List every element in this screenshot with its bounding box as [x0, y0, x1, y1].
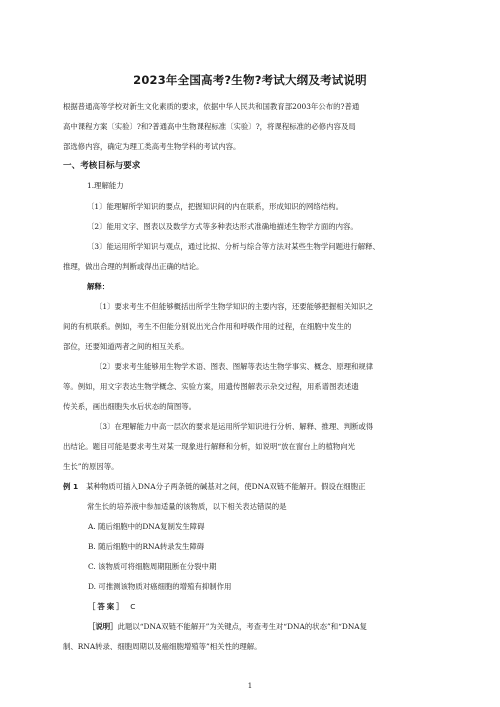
option-b: B. 随后细胞中的RNA转录发生障碍 [88, 542, 205, 551]
explanation-1-line-2: 间的有机联系。例如，考生不但能分别说出光合作用和呼吸作用的过程，在细胞中发生的 [63, 322, 352, 331]
note-label: ［说明］ [88, 622, 118, 631]
page-number: 1 [247, 682, 253, 690]
subheading-understanding: 1.理解能力 [87, 181, 124, 190]
explanation-2-line-3: 传关系，画出细胞失水后状态的简图等。 [63, 402, 197, 411]
answer-value: C [130, 602, 136, 611]
example-stem-line-2: 常生长的培养液中参加适量的该物质，以下相关表达错误的是 [87, 502, 287, 511]
note-line-1 [88, 622, 367, 632]
intro-line-1: 根据普通高等学校对新生文化素质的要求，依据中华人民共和国教育部2003年公布的?普通 [63, 102, 360, 111]
explanation-2-line-2: 等。例如，用文字表达生物学概念、实验方案，用遗传图解表示杂交过程，用系谱图表述遗 [63, 382, 359, 391]
note-text-1: 此题以“DNA双链不能解开”为关键点，考查考生对“DNA的状态”和“DNA复 [117, 622, 368, 631]
explanation-3-line-2: 出结论。题目可能是要求考生对某一现象进行解释和分析，如说明“放在窗台上的植物向光 [63, 442, 356, 451]
option-a: A. 随后细胞中的DNA复制发生障碍 [88, 522, 205, 531]
example-stem-text: 某种物质可插入DNA分子两条链的碱基对之间，使DNA双链不能解开。假设在细胞正 [86, 482, 366, 491]
explanation-1-line-3: 部位，还要知道两者之间的相互关系。 [63, 342, 189, 351]
option-c: C. 该物质可将细胞周期阻断在分裂中期 [88, 562, 217, 571]
answer-label: ［答案］ [88, 602, 126, 611]
intro-line-3: 部选修内容，确定为理工类高考生物学科的考试内容。 [63, 142, 241, 151]
section-heading: 一、考核目标与要求 [63, 161, 141, 171]
explanation-label: 解释： [87, 282, 110, 291]
intro-line-2: 高中课程方案〔实验〕?和?普通高中生物课程标准〔实验〕?，将课程标准的必修内容及局 [63, 122, 356, 131]
requirement-3-line-1: 〔3〕能运用所学知识与观点，通过比拟、分析与综合等方法对某些生物学问题进行解释、 [87, 242, 380, 251]
document-title: 2023年全国高考?生物?考试大纲及考试说明 [133, 73, 367, 87]
example-stem-line-1 [63, 482, 365, 492]
requirement-2: 〔2〕能用文字、图表以及数学方式等多种表达形式准确地描述生物学方面的内容。 [87, 222, 358, 231]
note-line-2: 制、RNA转录、细胞周期以及癌细胞增殖等”相关性的理解。 [63, 642, 262, 651]
requirement-3-line-2: 推理，做出合理的判断或得出正确的结论。 [63, 262, 204, 271]
explanation-1-line-1: 〔1〕要求考生不但能够概括出所学生物学知识的主要内容，还要能够把握相关知识之 [95, 302, 374, 311]
answer-line [88, 602, 135, 612]
explanation-3-line-3: 生长”的原因等。 [63, 462, 119, 471]
explanation-2-line-1: 〔2〕要求考生能够用生物学术语、图表、图解等表达生物学事实、概念、原理和规律 [95, 362, 374, 371]
option-d: D. 可推测该物质对癌细胞的增殖有抑制作用 [88, 582, 232, 591]
explanation-3-line-1: 〔3〕在理解能力中高一层次的要求是运用所学知识进行分析、解释、推理、判断或得 [95, 422, 374, 431]
requirement-1: 〔1〕能理解所学知识的要点，把握知识间的内在联系，形成知识的网络结构。 [87, 202, 343, 211]
example-number: 例 1 [63, 482, 79, 491]
